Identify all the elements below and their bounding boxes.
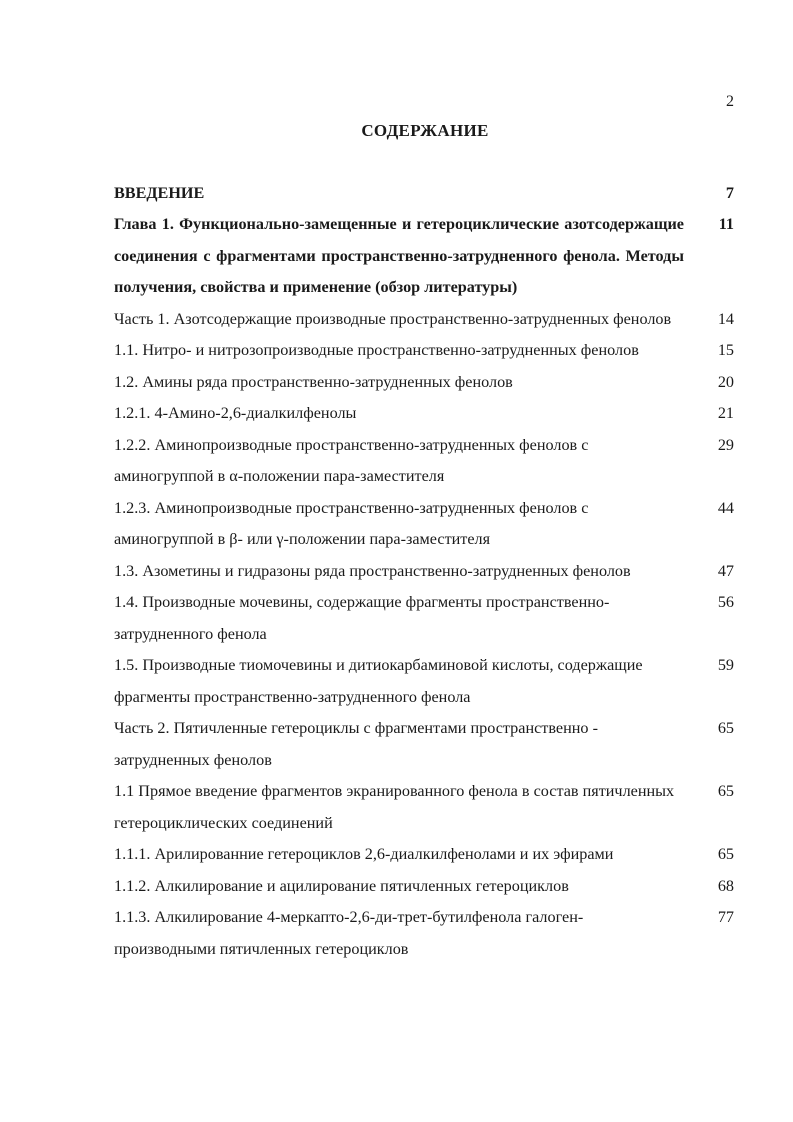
toc-entry-page: 20 bbox=[717, 372, 734, 391]
toc-entry-page: 14 bbox=[717, 309, 734, 328]
toc-entry-chapter-1[interactable] bbox=[114, 209, 734, 304]
toc-entry[interactable] bbox=[114, 367, 734, 399]
toc-entry-text: 1.5. Производные тиомочевины и дитиокарбаминовой кислоты, содержащие фрагменты пространственно-затрудненного фенола bbox=[114, 656, 643, 706]
toc-entry[interactable] bbox=[114, 871, 734, 903]
toc-entry[interactable] bbox=[114, 398, 734, 430]
toc-entry-text: 1.1 Прямое введение фрагментов экранированного фенола в состав пятичленных гетероциклических соединений bbox=[114, 782, 675, 832]
toc-entry-page: 21 bbox=[717, 404, 734, 422]
toc-entry-text: 1.2.2. Аминопроизводные пространственно-затрудненных фенолов с аминогруппой в α-положении пара-заместителя bbox=[114, 435, 589, 485]
toc-entry-page: 65 bbox=[717, 719, 734, 737]
toc-entry-page: 56 bbox=[717, 593, 734, 611]
toc-entry[interactable] bbox=[114, 556, 734, 588]
toc-entry-page: 29 bbox=[717, 435, 734, 454]
toc-entry-page: 59 bbox=[717, 656, 734, 674]
toc-entry-text: 1.1. Нитро- и нитрозопроизводные пространственно-затрудненных фенолов bbox=[114, 341, 639, 359]
toc-entry-text: 1.1.3. Алкилирование 4-меркапто-2,6-ди-трет-бутилфенола галоген-производными пятичленных гетероциклов bbox=[114, 908, 584, 958]
page-number: 2 bbox=[726, 93, 734, 110]
toc-entry[interactable] bbox=[114, 430, 734, 493]
toc-entry-page: 65 bbox=[717, 845, 734, 863]
table-of-contents bbox=[114, 182, 734, 965]
toc-entry-text: 1.2.1. 4-Амино-2,6-диалкилфенолы bbox=[114, 404, 357, 422]
toc-entry[interactable] bbox=[114, 713, 734, 776]
toc-entry-text: 1.4. Производные мочевины, содержащие фрагменты пространственно-затрудненного фенола bbox=[114, 593, 610, 643]
toc-entry-text: 1.2. Амины ряда пространственно-затрудненных фенолов bbox=[114, 372, 513, 391]
toc-entry-page: 47 bbox=[717, 561, 734, 580]
page-title: СОДЕРЖАНИЕ bbox=[361, 121, 489, 140]
toc-entry-text: 1.3. Азометины и гидразоны ряда пространственно-затрудненных фенолов bbox=[114, 561, 631, 580]
toc-entry[interactable] bbox=[114, 902, 734, 965]
toc-entry[interactable] bbox=[114, 587, 734, 650]
toc-entry-page: 65 bbox=[717, 782, 734, 800]
toc-entry-text: 1.1.2. Алкилирование и ацилирование пятичленных гетероциклов bbox=[114, 876, 569, 895]
toc-entry-page: 44 bbox=[717, 498, 734, 517]
toc-entry[interactable] bbox=[114, 776, 734, 839]
toc-entry-text: 1.2.3. Аминопроизводные пространственно-затрудненных фенолов с аминогруппой в β- или γ-положении пара-заместителя bbox=[114, 498, 589, 548]
toc-entry[interactable] bbox=[114, 335, 734, 367]
toc-entry[interactable] bbox=[114, 650, 734, 713]
toc-entry-text: 1.1.1. Арилированние гетероциклов 2,6-диалкилфенолами и их эфирами bbox=[114, 845, 614, 863]
toc-entry-page: 68 bbox=[717, 876, 734, 895]
toc-entry-introduction[interactable] bbox=[114, 182, 734, 204]
toc-entry-page: 15 bbox=[717, 341, 734, 359]
toc-entry-text: Глава 1. Функционально-замещенные и гетероциклические азотсодержащие соединения с фрагментами пространственно-затрудненного фенола. Методы получения, свойства и применение (обзор литературы) bbox=[114, 215, 684, 296]
toc-entry-text: Часть 1. Азотсодержащие производные пространственно-затрудненных фенолов bbox=[114, 309, 672, 328]
toc-entry-page: 77 bbox=[717, 908, 734, 926]
toc-entry-page: 7 bbox=[725, 184, 734, 202]
toc-entry-text: ВВЕДЕНИЕ bbox=[114, 184, 205, 202]
toc-entry[interactable] bbox=[114, 493, 734, 556]
toc-entry[interactable] bbox=[114, 839, 734, 871]
toc-entry-page: 11 bbox=[718, 215, 734, 233]
toc-entry[interactable] bbox=[114, 304, 734, 336]
toc-entry-text: Часть 2. Пятичленные гетероциклы с фрагментами пространственно - затрудненных фенолов bbox=[114, 719, 598, 769]
